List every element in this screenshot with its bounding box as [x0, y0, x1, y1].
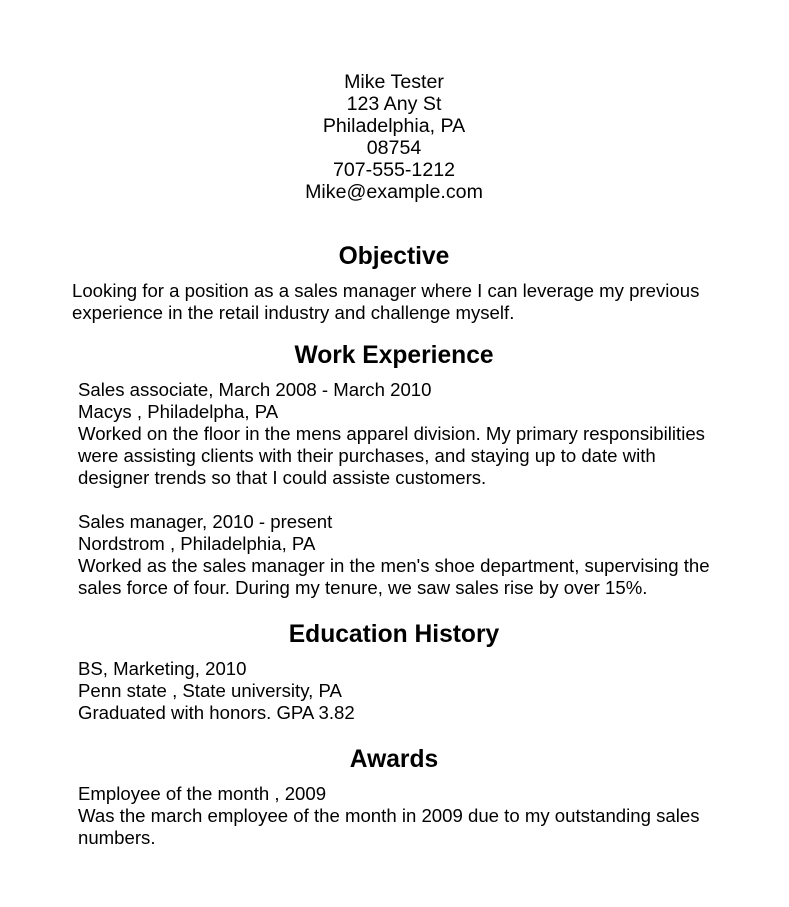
contact-header: [72, 71, 716, 203]
contact-street: 123 Any St: [346, 93, 442, 115]
objective-heading: Objective: [338, 243, 450, 270]
education-notes: Graduated with honors. GPA 3.82: [78, 702, 355, 723]
education-school-line: Penn state , State university, PA: [78, 680, 342, 701]
contact-phone: 707-555-1212: [332, 159, 456, 181]
work-experience-section: [72, 342, 716, 599]
award-description: Was the march employee of the month in 2009 due to my outstanding sales numbers.: [78, 805, 700, 848]
work-entry: [78, 511, 716, 599]
contact-city-state: Philadelphia, PA: [322, 115, 466, 137]
contact-zip: 08754: [366, 137, 422, 159]
work-experience-heading: Work Experience: [294, 342, 494, 369]
objective-text: Looking for a position as a sales manager where I can leverage my previous experience in the retail industry and challenge myself.: [72, 280, 700, 323]
job-employer-line: Nordstrom , Philadelphia, PA: [78, 533, 316, 554]
education-history-heading: Education History: [288, 621, 500, 648]
objective-section: [72, 243, 716, 324]
awards-section: [72, 746, 716, 849]
job-description: Worked on the floor in the mens apparel division. My primary responsibilities were assisting clients with their purchases, and staying up to date with designer trends so that I could assiste customers.: [78, 423, 705, 488]
award-title-line: Employee of the month , 2009: [78, 783, 327, 804]
education-entry: [78, 658, 716, 724]
job-position-line: Sales manager, 2010 - present: [78, 511, 333, 532]
job-description: Worked as the sales manager in the men's shoe department, supervising the sales force of four. During my tenure, we saw sales rise by over 15%.: [78, 555, 710, 598]
job-employer-line: Macys , Philadelpha, PA: [78, 401, 279, 422]
job-position-line: Sales associate, March 2008 - March 2010: [78, 379, 432, 400]
contact-name: Mike Tester: [344, 71, 444, 93]
contact-email: Mike@example.com: [305, 181, 483, 203]
education-section: [72, 621, 716, 724]
work-entry: [78, 379, 716, 489]
awards-heading: Awards: [349, 746, 439, 773]
award-entry: [78, 783, 716, 849]
education-degree-line: BS, Marketing, 2010: [78, 658, 247, 679]
